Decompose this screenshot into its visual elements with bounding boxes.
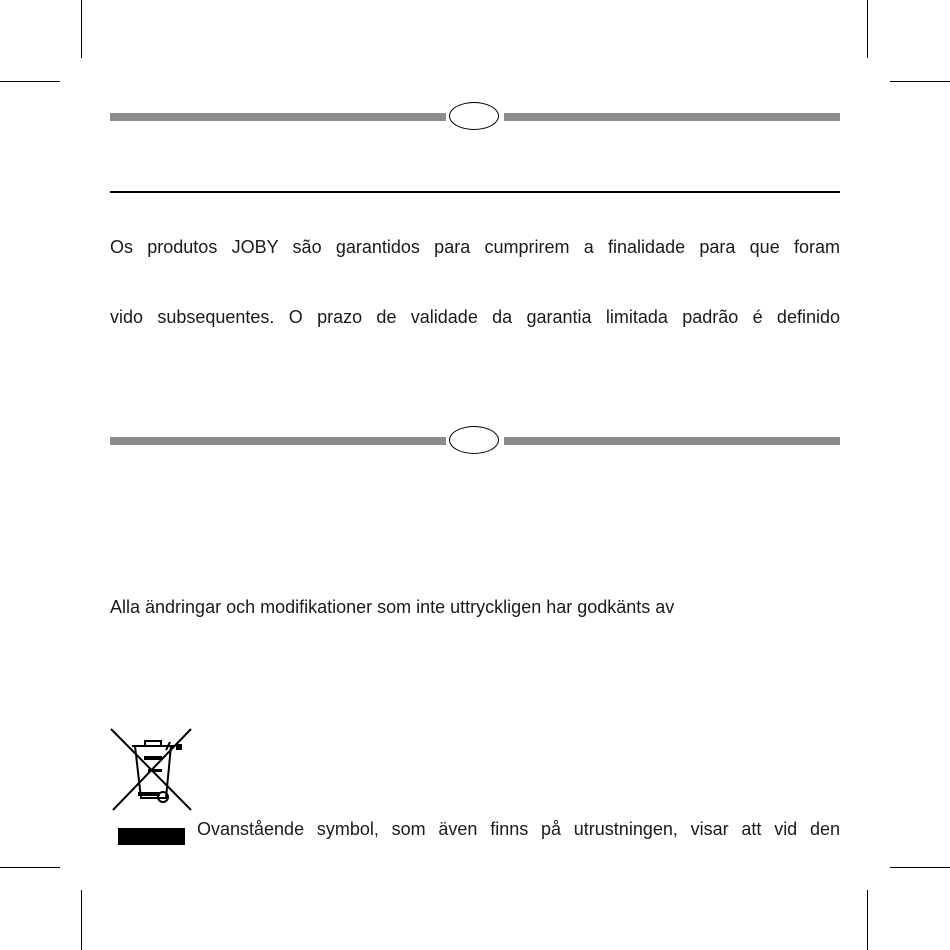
section-header-bar-2 [110, 426, 840, 456]
language-oval-badge [449, 426, 499, 454]
crop-mark-top-right-h [890, 81, 950, 82]
crossed-out-wheelie-bin-icon [108, 726, 194, 820]
section-divider-rule [110, 191, 840, 193]
crop-mark-top-left-h [0, 81, 60, 82]
paragraph-line: Os produtos JOBY são garantidos para cumprirem a finalidade para que foram [110, 237, 840, 257]
section-bar-right [504, 437, 840, 445]
crop-mark-bottom-left [81, 890, 82, 950]
crop-mark-bottom-right [867, 890, 868, 950]
weee-marking-bar [118, 828, 185, 845]
paragraph-line: Ovanstående symbol, som även finns på utrustningen, visar att vid den [197, 819, 840, 839]
section-header-bar-1 [110, 102, 840, 132]
section-bar-right [504, 113, 840, 121]
crop-mark-top-left [81, 0, 82, 58]
crop-mark-bottom-right-h [890, 867, 950, 868]
paragraph-line: Alla ändringar och modifikationer som inte uttryckligen har godkänts av [110, 597, 675, 617]
section-bar-left [110, 437, 446, 445]
crop-mark-top-right [867, 0, 868, 58]
section-bar-left [110, 113, 446, 121]
language-oval-badge [449, 102, 499, 130]
crop-mark-bottom-left-h [0, 867, 60, 868]
paragraph-line: vido subsequentes. O prazo de validade da garantia limitada padrão é definido [110, 307, 840, 327]
